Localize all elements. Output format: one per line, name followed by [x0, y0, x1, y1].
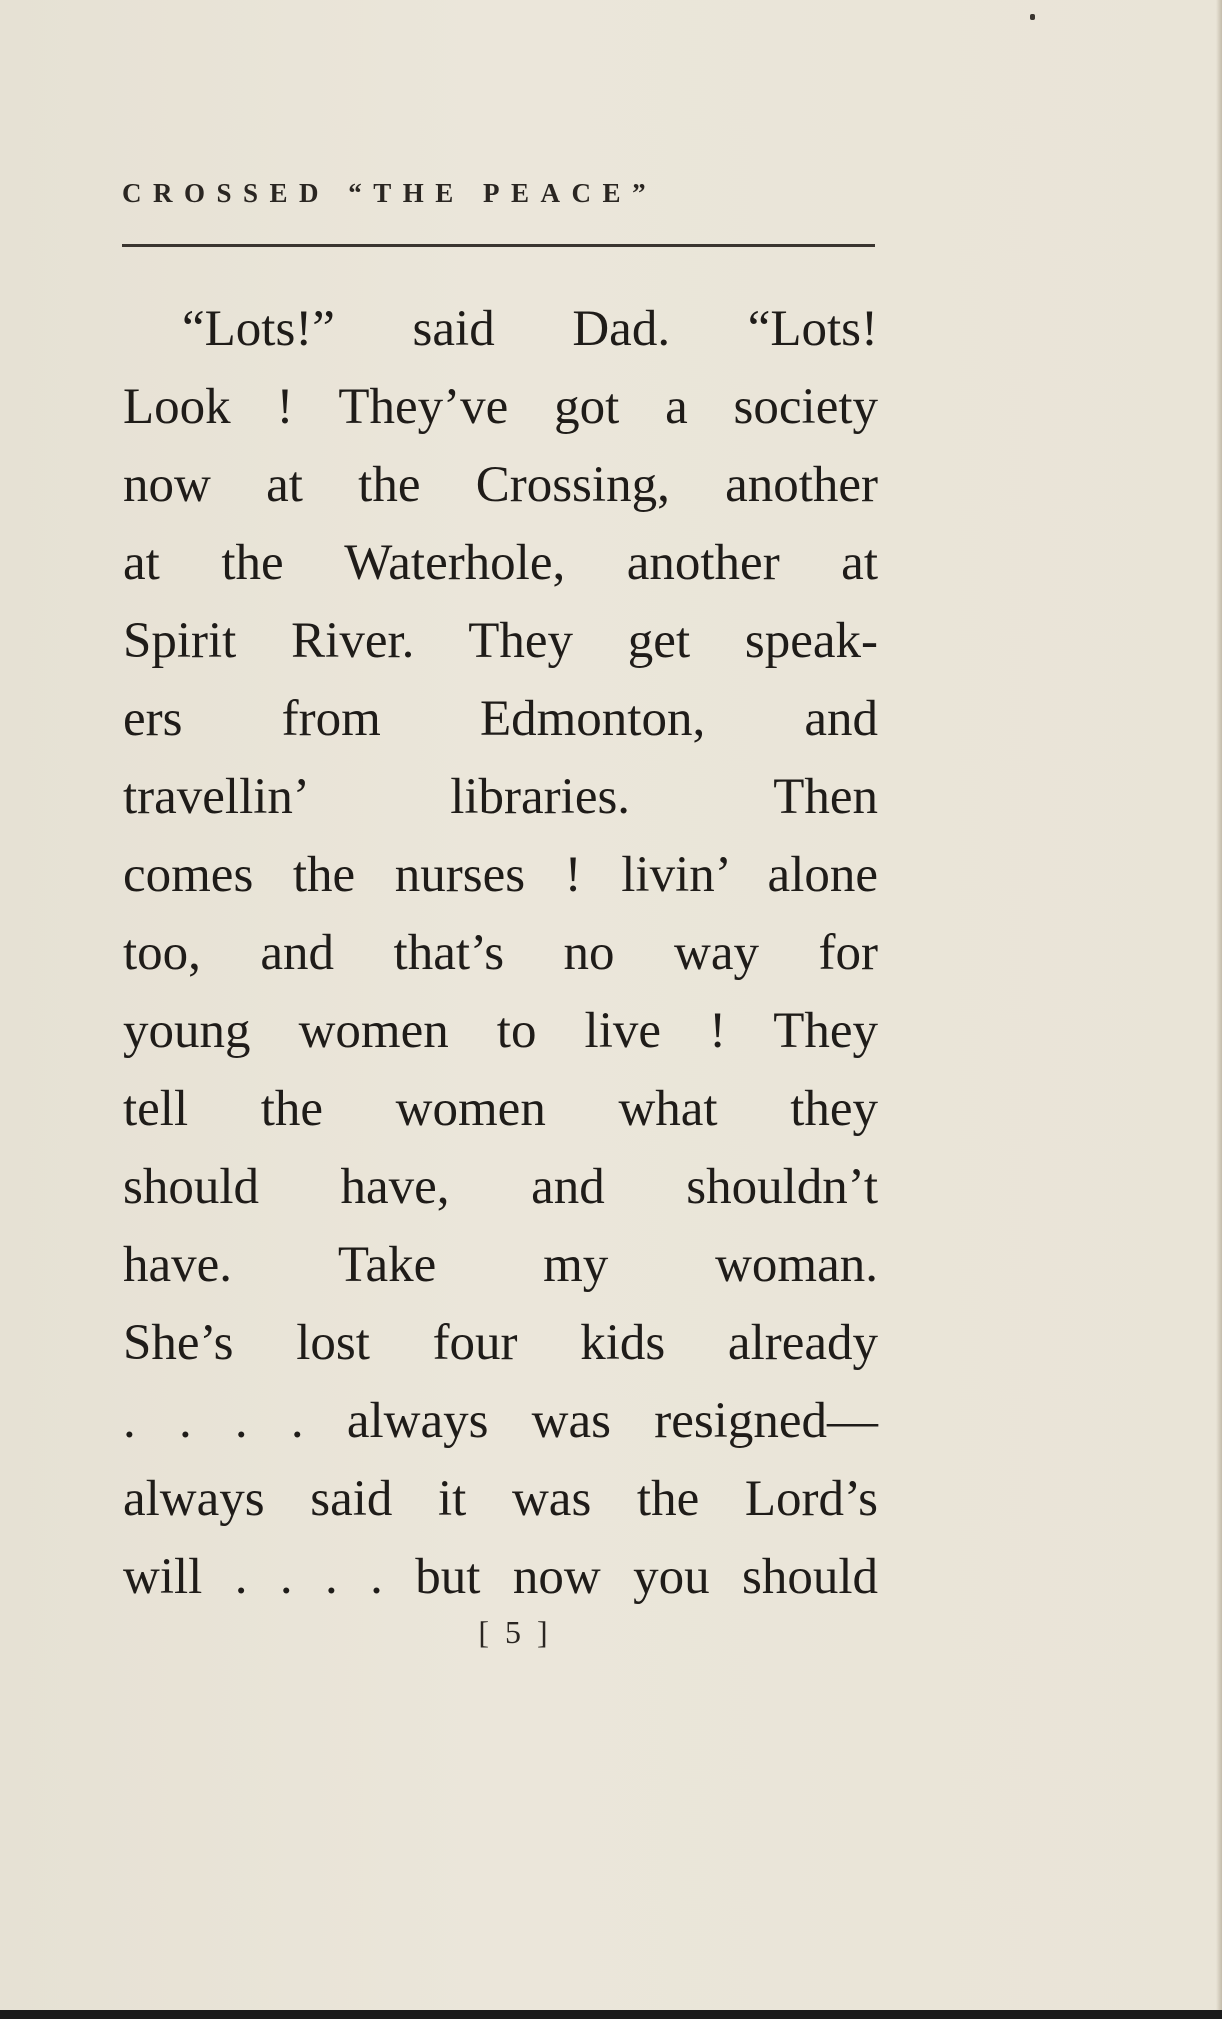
text-line: young women to live ! They [123, 1003, 878, 1059]
text-line: have. Take my woman. [123, 1237, 878, 1293]
text-line: at the Waterhole, another at [123, 535, 878, 591]
ink-speck [1030, 14, 1035, 20]
text-line: always said it was the Lord’s [123, 1471, 878, 1527]
text-line: . . . . always was resigned— [123, 1393, 878, 1449]
text-line: should have, and shouldn’t [123, 1159, 878, 1215]
text-line: travellin’ libraries. Then [123, 769, 878, 825]
text-line: “Lots!” said Dad. “Lots! [182, 301, 878, 357]
running-head: CROSSED “THE PEACE” [122, 178, 658, 208]
text-line: Look ! They’ve got a society [123, 379, 878, 435]
header-rule [122, 244, 875, 247]
text-line: will . . . . but now you should [123, 1549, 878, 1605]
text-line: She’s lost four kids already [123, 1315, 878, 1371]
page-number: [ 5 ] [478, 1614, 552, 1650]
body-text [123, 290, 878, 1616]
page-edge-shadow [1216, 0, 1222, 2010]
text-line: tell the women what they [123, 1081, 878, 1137]
text-line: Spirit River. They get speak- [123, 613, 878, 669]
text-line: ers from Edmonton, and [123, 691, 878, 747]
text-line: now at the Crossing, another [123, 457, 878, 513]
text-line: too, and that’s no way for [123, 925, 878, 981]
text-line: comes the nurses ! livin’ alone [123, 847, 878, 903]
